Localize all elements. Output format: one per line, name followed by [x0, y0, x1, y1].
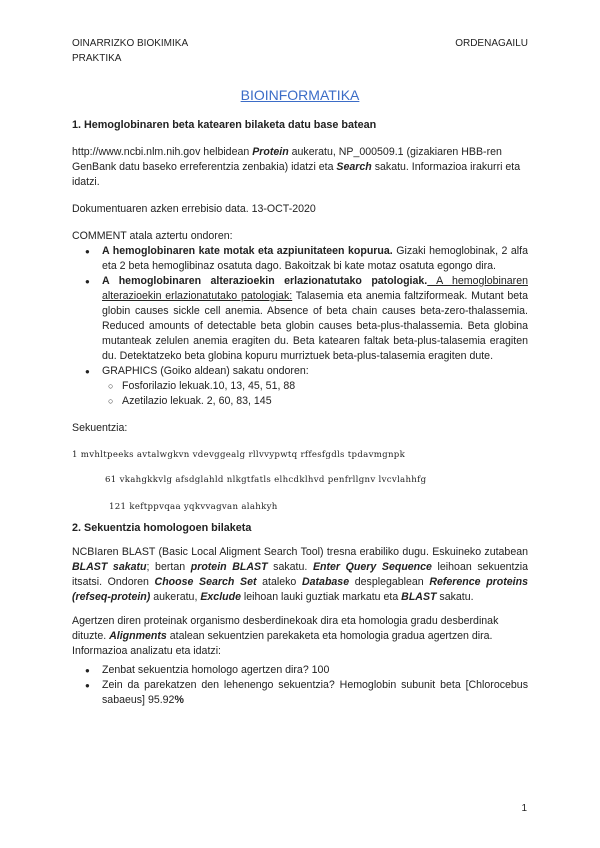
p1-t4: leihoan sekuentzia itsatsi. Ondoren [72, 561, 528, 588]
p1-t6: desplegablean [349, 576, 430, 588]
p1-b8: BLAST [401, 591, 437, 603]
bullet2-text: Talasemia eta anemia faltziformeak. Mutant beta globin causes sickle cell anemia. Absence of beta chain causes beta-zero-thalassemia. Reduced amounts of detectable beta globin causes beta-plus-thalassemia. Beta globina mutanteak zelulen anemia eragiten du. Beta katearen faltak beta-plus-talasemia eragiten du. Detektatzeko beta globina kopuru murriztuek beta-plus-talasemia eragiten dute. [102, 290, 528, 362]
blast-instructions [72, 545, 528, 605]
p1-b4: Choose Search Set [154, 576, 257, 588]
alignment-intro [72, 614, 528, 659]
p1-b1: BLAST sakatu [72, 561, 147, 573]
section1-intro [72, 145, 528, 190]
p1-b2: protein BLAST [190, 561, 268, 573]
sequence-line-1: 1 mvhltpeeks avtalwgkvn vdevggealg rllvvypwtq rffesfgdls tpdavmgnpk [72, 450, 406, 460]
p1-b5: Database [301, 576, 350, 588]
p1-b6: Reference proteins (refseq-protein) [72, 576, 528, 603]
header-practice: PRAKTIKA [72, 53, 122, 64]
section1-heading: 1. Hemoglobinaren beta katearen bilaketa datu base batean [72, 119, 377, 131]
header-left [72, 36, 188, 66]
bullet-graphics [102, 364, 528, 409]
intro-text-2: aukeratu, NP_000509.1 (gizakiaren HBB-ren GenBank datu baseko erreferentzia zenbakia) idatzi eta [72, 146, 502, 173]
comment-intro: COMMENT atala aztertu ondoren: [72, 230, 233, 242]
question-first-sequence [102, 678, 528, 708]
p1-b3: Enter Query Sequence [312, 561, 432, 573]
q2-percent: % [174, 694, 184, 706]
header-right: ORDENAGAILU [455, 38, 528, 49]
page-title: BIOINFORMATIKA [240, 87, 360, 103]
p1-t5: ataleko [256, 576, 302, 588]
p2-t1: Agertzen diren proteinak organismo desberdinekoak dira eta homologia gradu desberdinak dituzte. [72, 615, 499, 642]
page-header [72, 36, 528, 66]
bullet2-underline: A hemoglobinaren alterazioekin erlazionatutako patologiak: [102, 275, 528, 302]
bullet2-bold: A hemoglobinaren alterazioekin erlazionatutako patologiak. [102, 275, 428, 287]
intro-text-1: http://www.ncbi.nlm.nih.gov helbidean [72, 146, 253, 158]
p2-t2: atalean sekuentzien parekaketa eta homologia gradua agertzen dira. Informazioa analizatu eta idatzi: [72, 630, 493, 657]
intro-text-3: sakatu. Informazioa irakurri eta idatzi. [72, 161, 521, 188]
bullet1-text: Gizaki hemoglobinak, 2 alfa eta 2 beta hemoglibinaz osatuta dago. Bakoitzak bi kate motaz osatuta egongo dira. [102, 245, 528, 272]
document-page [72, 36, 528, 708]
question-homolog-count: ● Zenbat sekuentzia homologo agertzen dira? 100 [102, 663, 528, 678]
bullet-chain-types [102, 244, 528, 274]
bullet-pathologies [102, 274, 528, 364]
intro-bold-protein: Protein [252, 146, 289, 158]
header-course: OINARRIZKO BIOKIMIKA [72, 38, 189, 49]
bullet3-text: GRAPHICS (Goiko aldean) sakatu ondoren: [102, 365, 309, 377]
p2-b1: Alignments [109, 630, 167, 642]
p1-t1: NCBIaren BLAST (Basic Local Aligment Search Tool) tresna erabiliko dugu. Eskuineko zutabean [72, 546, 528, 558]
p1-t8: leihoan lauki guztiak markatu eta [240, 591, 402, 603]
page-number: 1 [521, 803, 527, 814]
p1-t7: aukeratu, [150, 591, 201, 603]
comment-bullet-list [72, 244, 528, 409]
p1-t9: sakatu. [436, 591, 474, 603]
intro-bold-search: Search [336, 161, 372, 173]
p1-b7: Exclude [200, 591, 241, 603]
sequence-line-3: 121 keftppvqaa yqkvvagvan alahkyh [109, 502, 278, 512]
graphics-sublist [102, 379, 528, 409]
p1-t3: sakatu. [267, 561, 313, 573]
sequence-line-2: 61 vkahgkkvlg afsdglahld nlkgtfatls elhcdklhvd penfrllgnv lvcvlahhfg [105, 475, 427, 485]
q2-text: Zein da parekatzen den lehenengo sekuentzia? Hemoglobin subunit beta [Chlorocebus sabaeus] 95.92 [102, 679, 528, 706]
sub-acetylation: ○ Azetilazio lekuak. 2, 60, 83, 145 [122, 394, 528, 409]
sub-phosphorylation: ○ Fosforilazio lekuak.10, 13, 45, 51, 88 [122, 379, 528, 394]
bullet1-bold: A hemoglobinaren kate motak eta azpiunitateen kopurua. [102, 245, 393, 257]
revision-date: Dokumentuaren azken errebisio data. 13-OCT-2020 [72, 203, 316, 215]
question-list [72, 663, 528, 708]
sequence-label: Sekuentzia: [72, 422, 128, 434]
p1-t2: ; bertan [146, 561, 191, 573]
section2-heading: 2. Sekuentzia homologoen bilaketa [72, 522, 252, 534]
